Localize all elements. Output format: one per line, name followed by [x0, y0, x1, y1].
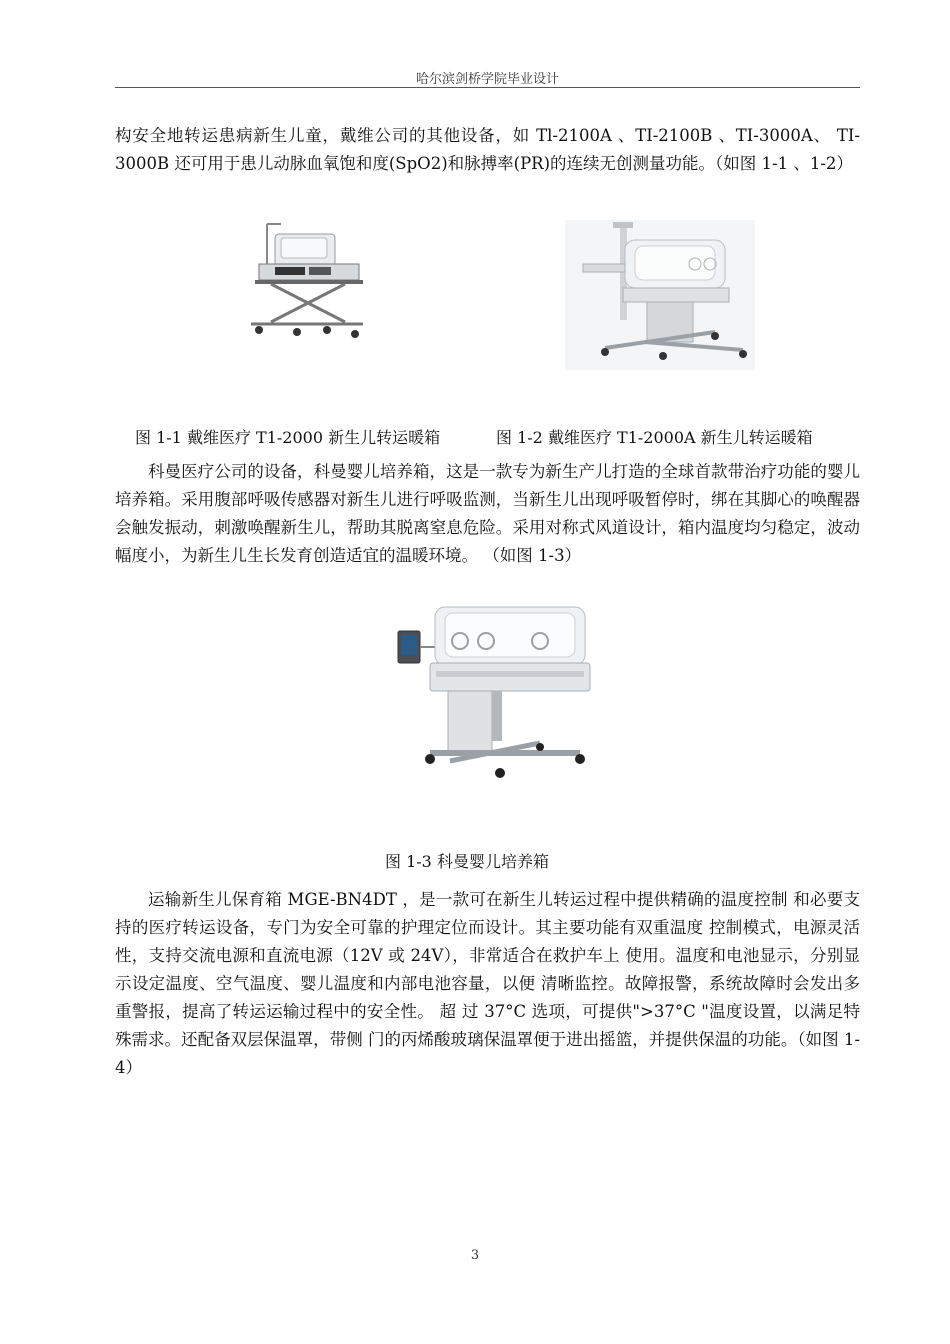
figure-1-2-caption: 图 1-2 戴维医疗 T1-2000A 新生儿转运暖箱: [496, 428, 813, 447]
paragraph-1: 构安全地转运患病新生儿童，戴维公司的其他设备，如 Tl-2100A 、TI-2100B 、TI-3000A、 TI-3000B 还可用于患儿动脉血氧饱和度(SpO2)和脉搏率(PR)的连续无创测量功能。（如图 1-1 、1-2）: [115, 126, 860, 173]
figure-1-3-caption: 图 1-3 科曼婴儿培养箱: [385, 852, 549, 871]
figure-1-2-image: [565, 220, 755, 370]
paragraph-3: 运输新生儿保育箱 MGE-BN4DT ，是一款可在新生儿转运过程中提供精确的温度控制 和必要支持的医疗转运设备，专门为安全可靠的护理定位而设计。其主要功能有双重温度 控制模式，电源灵活性，支持交流电源和直流电源（12V 或 24V），非常适合在救护车上 使用。温度和电池显示，分别显示设定温度、空气温度、婴儿温度和内部电池容量，以便 清晰监控。故障报警，系统故障时会发出多重警报，提高了转运运输过程中的安全性。 超 过 37°C 选项，可提供">37°C "温度设置，以满足特殊需求。还配备双层保温罩，带侧 门的丙烯酸玻璃保温罩便于进出摇篮，并提供保温的功能。（如图 1-4）: [115, 890, 860, 1077]
figure-1-1-caption: 图 1-1 戴维医疗 T1-2000 新生儿转运暖箱: [135, 428, 441, 447]
page-number: 3: [470, 1248, 480, 1263]
figure-1-3-image: [390, 603, 610, 783]
paragraph-2: 科曼医疗公司的设备，科曼婴儿培养箱，这是一款专为新生产儿打造的全球首款带治疗功能的婴儿培养箱。采用腹部呼吸传感器对新生儿进行呼吸监测，当新生儿出现呼吸暂停时，绑在其脚心的唤醒器会触发振动，刺激唤醒新生儿，帮助其脱离窒息危险。采用对称式风道设计，箱内温度均匀稳定，波动幅度小，为新生儿生长发育创造适宜的温暖环境。 （如图 1-3）: [115, 462, 860, 565]
figure-1-1-image: [245, 222, 370, 340]
page-header: 哈尔滨剑桥学院毕业设计: [415, 72, 559, 87]
header-divider: [115, 87, 860, 88]
